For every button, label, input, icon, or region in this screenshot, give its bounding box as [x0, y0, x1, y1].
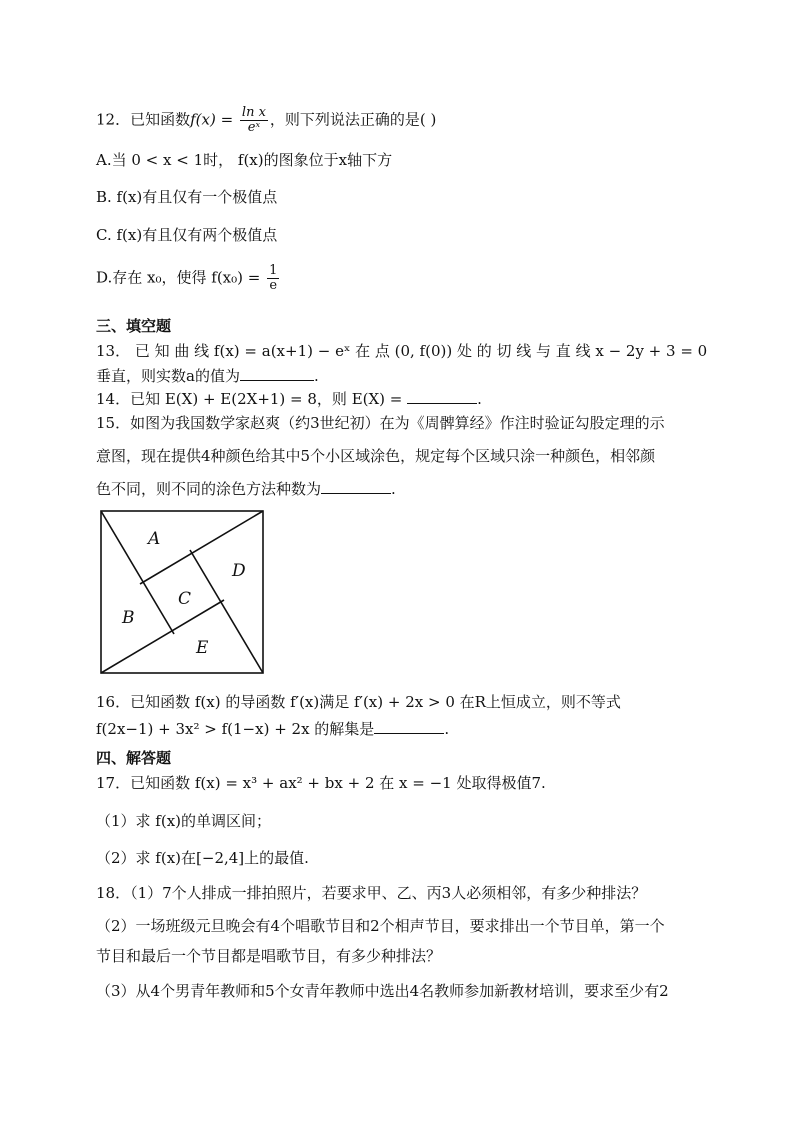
q12-prefix: 12．已知函数 [96, 110, 191, 129]
figure-label-c: C [178, 589, 192, 609]
q15-line3-text: 色不同，则不同的涂色方法种数为 [96, 480, 322, 498]
q17-line1: 17．已知函数 f(x) = x³ + ax² + bx + 2 在 x = −1 处取得极值7. [96, 774, 546, 792]
figure-line-4 [101, 600, 224, 673]
q16-line2: f(2x−1) + 3x² > f(1−x) + 2x 的解集是 . [96, 720, 450, 738]
q15-answer-blank [321, 479, 391, 494]
q18-line4: （3）从4个男青年教师和5个女青年教师中选出4名教师参加新教材培训，要求至少有2 [96, 982, 669, 1000]
q17-part2: （2）求 f(x)在[−2,4]上的最值. [96, 849, 309, 867]
q16-answer-blank [374, 719, 444, 734]
q12-option-b: B. f(x)有且仅有一个极值点 [96, 188, 278, 206]
q18-line1: 18．（1）7个人排成一排拍照片，若要求甲、乙、丙3人必须相邻，有多少种排法？ [96, 884, 647, 902]
figure-label-d: D [232, 561, 246, 581]
q12-fx: f(x) = [190, 110, 238, 129]
q12-option-d-prefix: D.存在 x₀，使得 f(x₀) = [96, 268, 266, 287]
figure-line-1 [101, 511, 174, 634]
q13-line2-text: 垂直，则实数a的值为 [96, 367, 240, 385]
q15-line3: 色不同，则不同的涂色方法种数为 . [96, 480, 396, 498]
q12-option-c: C. f(x)有且仅有两个极值点 [96, 226, 278, 244]
figure-label-a: A [148, 529, 161, 549]
zhao-shuang-figure [96, 506, 268, 676]
q12-stem [96, 106, 436, 135]
q13-answer-blank [240, 366, 314, 381]
q14-answer-blank [407, 389, 477, 404]
q12-option-a: A.当 0 < x < 1时， f(x)的图象位于x轴下方 [96, 151, 393, 169]
q12-option-d-num: 1 [269, 263, 278, 278]
q14-line: 14．已知 E(X) + E(2X+1) = 8，则 E(X) = . [96, 390, 482, 408]
q17-part1: （1）求 f(x)的单调区间； [96, 812, 272, 830]
q12-option-d-den: e [269, 278, 278, 293]
q12-frac-den: eˣ [247, 120, 261, 135]
q13-line1: 13． 已 知 曲 线 f(x) = a(x+1) − eˣ 在 点 (0, f(0)) 处 的 切 线 与 直 线 x − 2y + 3 = 0 [96, 342, 708, 360]
q12-option-d [96, 264, 281, 293]
q18-line2: （2）一场班级元旦晚会有4个唱歌节目和2个相声节目，要求排出一个节目单，第一个 [96, 917, 665, 935]
q16-line1: 16．已知函数 f(x) 的导函数 f′(x)满足 f′(x) + 2x > 0 在R上恒成立，则不等式 [96, 693, 621, 711]
q14-text: 14．已知 E(X) + E(2X+1) = 8，则 E(X) = [96, 390, 408, 408]
q13-line2: 垂直，则实数a的值为 . [96, 367, 319, 385]
section-answer-heading: 四、解答题 [96, 749, 172, 767]
q16-line2-text: f(2x−1) + 3x² > f(1−x) + 2x 的解集是 [96, 720, 375, 738]
section-fill-in-heading: 三、填空题 [96, 317, 172, 335]
q12-frac-num: ln x [241, 105, 266, 120]
figure-label-e: E [196, 638, 209, 658]
q12-option-d-fraction [267, 264, 279, 293]
q18-line3: 节目和最后一个节目都是唱歌节目，有多少种排法？ [96, 947, 442, 965]
q15-line1: 15．如图为我国数学家赵爽（约3世纪初）在为《周髀算经》作注时验证勾股定理的示 [96, 414, 665, 432]
q12-suffix: ，则下列说法正确的是( ) [269, 110, 437, 129]
figure-label-b: B [122, 608, 135, 628]
q15-line2: 意图，现在提供4种颜色给其中5个小区域涂色，规定每个区域只涂一种颜色，相邻颜 [96, 447, 656, 465]
q12-fraction [240, 106, 268, 135]
